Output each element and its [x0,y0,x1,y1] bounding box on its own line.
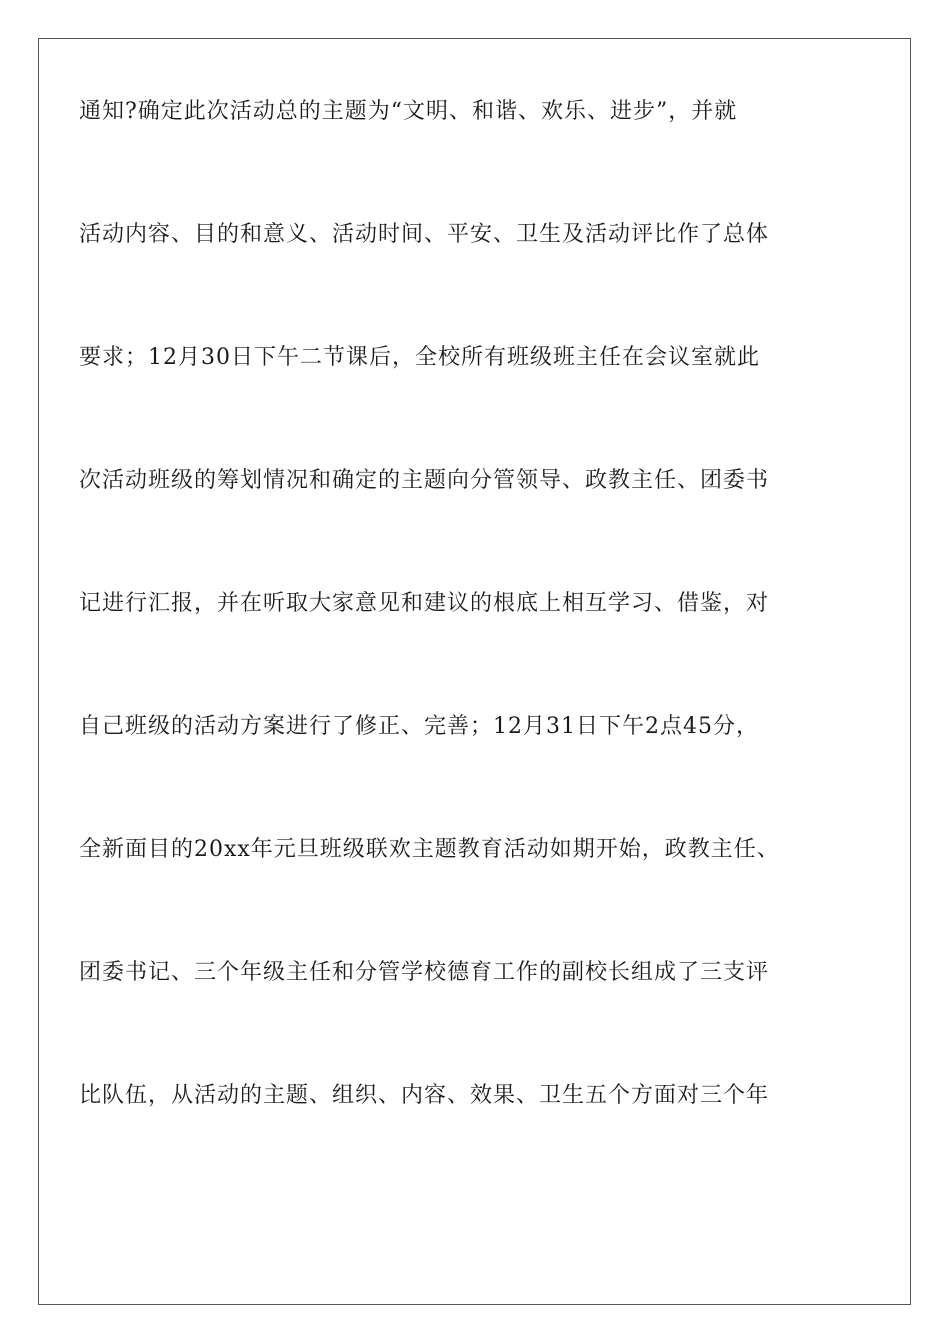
text-line: 要求；12月30日下午二节课后，全校所有班级班主任在会议室就此 [79,345,760,370]
text-line: 记进行汇报，并在听取大家意见和建议的根底上相互学习、借鉴，对 [79,591,770,616]
text-line: 比队伍，从活动的主题、组织、内容、效果、卫生五个方面对三个年 [79,1083,770,1108]
text-line: 次活动班级的筹划情况和确定的主题向分管领导、政教主任、团委书 [79,468,770,493]
text-line: 通知?确定此次活动总的主题为“文明、和谐、欢乐、进步”，并就 [79,99,738,124]
text-line: 活动内容、目的和意义、活动时间、平安、卫生及活动评比作了总体 [79,222,770,247]
text-line: 全新面目的20xx年元旦班级联欢主题教育活动如期开始，政教主任、 [79,837,780,862]
text-line: 团委书记、三个年级主任和分管学校德育工作的副校长组成了三支评 [79,960,770,985]
text-line: 自己班级的活动方案进行了修正、完善；12月31日下午2点45分， [79,714,759,739]
